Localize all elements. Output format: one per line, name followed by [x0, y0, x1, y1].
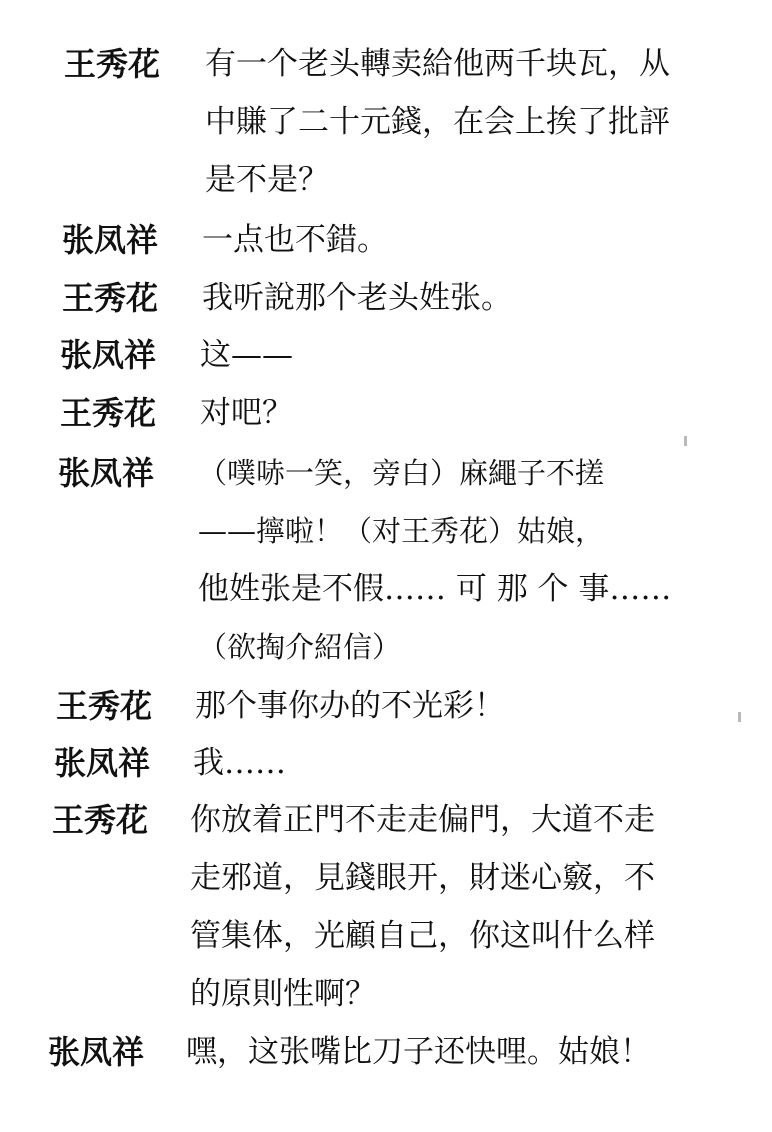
dialogue-text: [190, 800, 655, 1032]
dialogue-line: 一点也不錯。: [202, 222, 388, 258]
dialogue-line: 你放着正門不走走偏門，大道不走: [190, 802, 655, 838]
dialogue-text: [202, 220, 388, 278]
speaker-name: 张凤祥: [60, 336, 157, 374]
dialogue-line: 那个事你办的不光彩！: [195, 688, 505, 724]
scan-speck: [684, 436, 687, 446]
dialogue-text: [202, 278, 512, 336]
speaker-name: 王秀花: [64, 45, 161, 83]
dialogue-line: 有一个老头轉卖給他两千块瓦，从: [205, 46, 670, 82]
dialogue-line: 是不是？: [205, 162, 329, 198]
dialogue-text: [198, 453, 671, 685]
dialogue-line: 这——: [200, 337, 293, 373]
dialogue-line: 对吧？: [200, 395, 293, 431]
dialogue-line: 走邪道，見錢眼开，財迷心竅，不: [190, 860, 655, 896]
speaker-name: 张凤祥: [62, 221, 159, 259]
dialogue-line: 他姓张是不假…… 可 那 个 事……: [198, 571, 672, 607]
speaker-name: 王秀花: [62, 279, 159, 317]
dialogue-line: 我……: [193, 745, 286, 781]
dialogue-line: 中賺了二十元錢，在会上挨了批評: [205, 104, 670, 140]
dialogue-text: [200, 335, 293, 393]
dialogue-text: [195, 686, 505, 744]
dialogue-line: 我听說那个老头姓张。: [202, 280, 512, 316]
dialogue-line: 管集体，光顧自己，你这叫什么样: [190, 918, 655, 954]
dialogue-line: 嘿，这张嘴比刀子还快哩。姑娘！: [186, 1034, 651, 1070]
dialogue-line: （欲掏介紹信）: [198, 630, 402, 664]
speaker-name: 王秀花: [52, 801, 149, 839]
speaker-name: 张凤祥: [54, 744, 151, 782]
speaker-name: 王秀花: [56, 687, 153, 725]
dialogue-line: ——擰啦！（对王秀花）姑娘，: [198, 514, 605, 548]
speaker-name: 张凤祥: [48, 1033, 145, 1071]
scan-speck: [738, 712, 741, 722]
speaker-name: 王秀花: [60, 394, 157, 432]
dialogue-text: [205, 44, 670, 218]
dialogue-text: [200, 393, 293, 451]
speaker-name: 张凤祥: [58, 454, 155, 492]
dialogue-line: 的原則性啊？: [190, 976, 376, 1012]
dialogue-line: （噗哧一笑，旁白）麻繩子不搓: [198, 456, 605, 490]
dialogue-text: [186, 1032, 651, 1090]
dialogue-text: [193, 743, 286, 801]
